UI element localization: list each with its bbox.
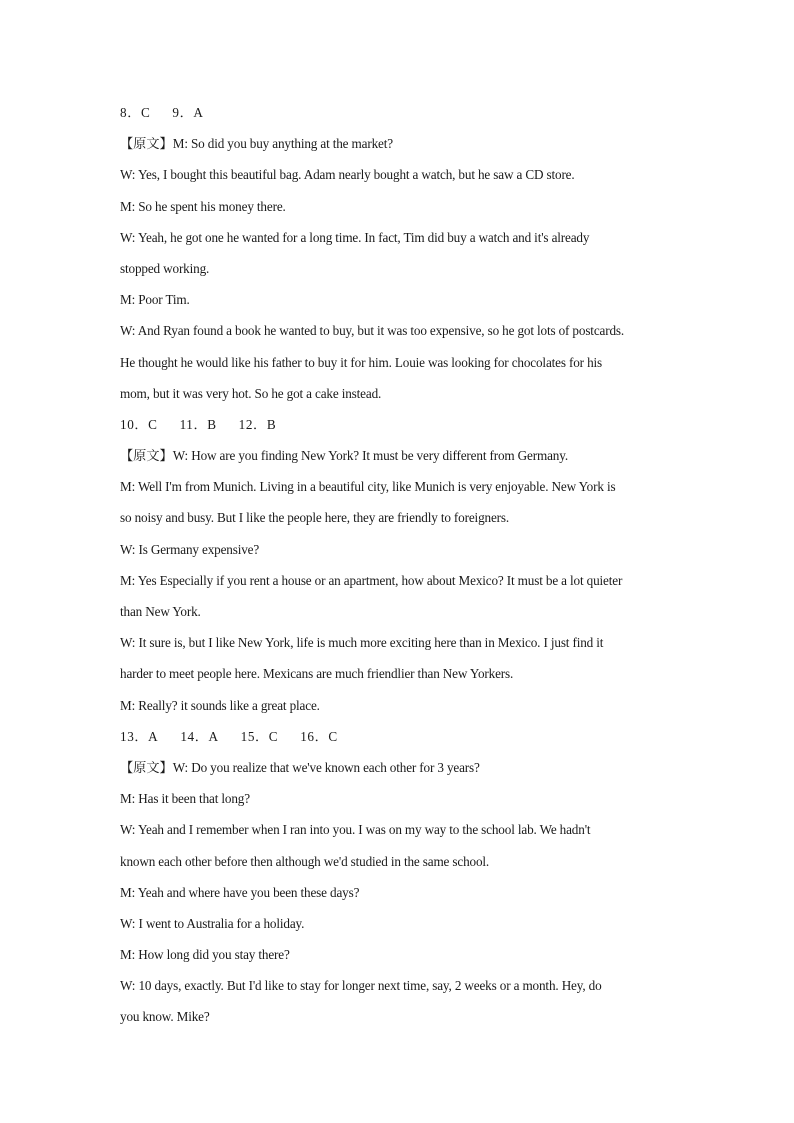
document-body [120,97,680,1033]
answer: 12．B [238,416,277,432]
transcript-tag: 【原文】 [120,448,173,464]
transcript-line: than New York. [120,604,201,619]
transcript-text: W: Do you realize that we've known each other for 3 years? [172,759,480,775]
transcript-line: M: Yeah and where have you been these days? [120,884,360,900]
transcript-line [120,752,680,783]
transcript-line: harder to meet people here. Mexicans are much friendlier than New Yorkers. [120,666,514,682]
transcript-text: W: How are you finding New York? It must be very different from Germany. [172,448,568,464]
answer: 10．C [120,416,158,432]
answer: 9．A [172,105,204,120]
transcript-text: M: So did you buy anything at the market? [172,136,393,152]
answer: 15．C [240,728,279,744]
transcript-line: M: How long did you stay there? [120,947,290,963]
transcript-line: W: Is Germany expensive? [120,541,260,557]
transcript-line: W: Yeah and I remember when I ran into you. I was on my way to the school lab. We hadn't [120,822,591,838]
transcript-tag: 【原文】 [120,759,173,775]
transcript-line [120,440,680,471]
transcript-line: M: Has it been that long? [120,791,250,807]
answer: 8．C [120,105,151,120]
transcript-line: M: So he spent his money there. [120,198,286,214]
transcript-line: M: Poor Tim. [120,292,190,308]
answer: 13．A [120,728,159,744]
answer-key-line [120,409,680,440]
transcript-line: M: Yes Especially if you rent a house or an apartment, how about Mexico? It must be a lot quieter [120,572,623,588]
transcript-line: W: And Ryan found a book he wanted to buy, but it was too expensive, so he got lots of postcards. [120,323,625,339]
transcript-line: W: I went to Australia for a holiday. [120,915,305,931]
transcript-tag: 【原文】 [120,136,173,152]
transcript-line: stopped working. [120,260,210,276]
transcript-line [120,128,680,159]
transcript-line: so noisy and busy. But I like the people here, they are friendly to foreigners. [120,510,510,526]
transcript-line: you know. Mike? [120,1009,210,1025]
answer-key-line [120,97,680,128]
answer: 11．B [179,416,217,432]
answer: 16．C [300,728,338,744]
transcript-line: W: Yes, I bought this beautiful bag. Adam nearly bought a watch, but he saw a CD store. [120,167,575,183]
transcript-line: W: 10 days, exactly. But I'd like to stay for longer next time, say, 2 weeks or a month. Hey, do [120,978,602,994]
transcript-line: He thought he would like his father to buy it for him. Louie was looking for chocolates for his [120,354,603,370]
transcript-line: mom, but it was very hot. So he got a cake instead. [120,385,382,401]
transcript-line: M: Well I'm from Munich. Living in a beautiful city, like Munich is very enjoyable. New York is [120,479,616,495]
transcript-line: W: It sure is, but I like New York, life is much more exciting here than in Mexico. I just find it [120,635,604,651]
answer-key-line [120,721,680,752]
answer: 14．A [180,728,219,744]
transcript-line: M: Really? it sounds like a great place. [120,697,320,713]
transcript-line: W: Yeah, he got one he wanted for a long time. In fact, Tim did buy a watch and it's already [120,229,590,245]
transcript-line: known each other before then although we'd studied in the same school. [120,853,490,869]
